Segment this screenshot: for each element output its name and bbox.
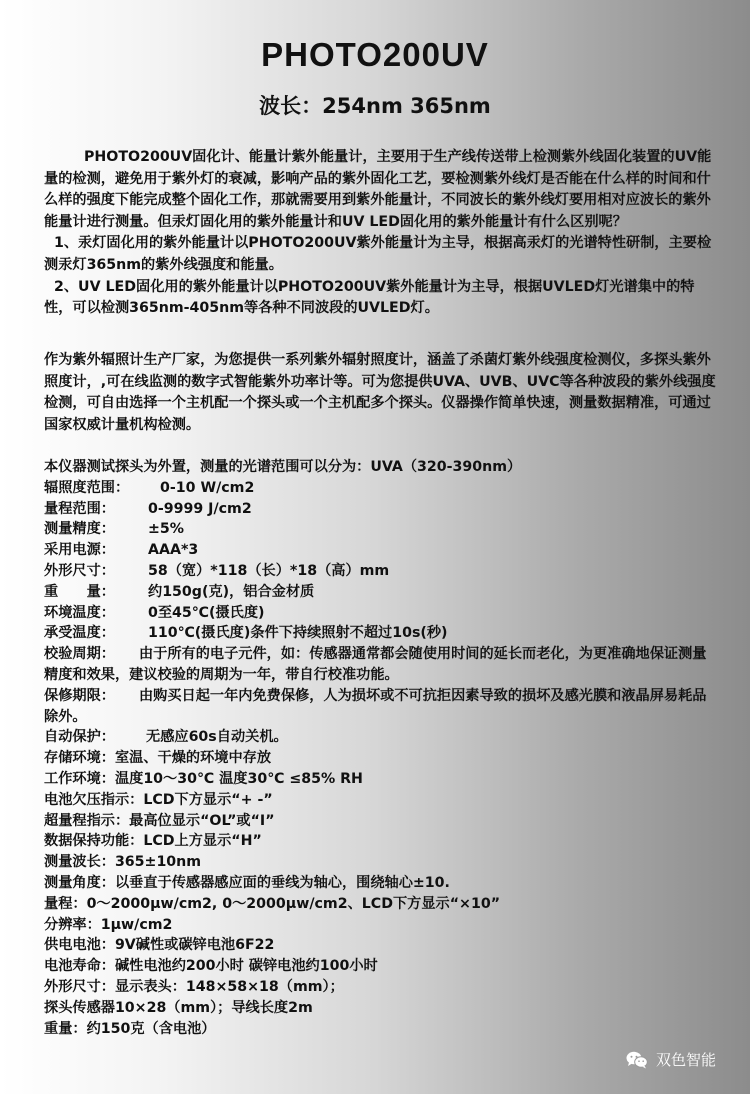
- description-section: [44, 350, 720, 436]
- spec-value: 110℃(摄氏度)条件下持续照射不超过10s(秒): [148, 625, 448, 642]
- spec-bear-temp: [44, 623, 720, 644]
- intro-section: [44, 147, 720, 320]
- spec-battery-life: 电池寿命：碱性电池约200小时 碳锌电池约100小时: [44, 958, 378, 975]
- intro-paragraph-3: 2、UV LED固化用的紫外能量计以PHOTO200UV紫外能量计为主导，根据UVLED灯光谱集中的特性，可以检测365nm-405nm等各种不同波段的UVLED灯。: [44, 278, 695, 317]
- spec-value: 0至45℃(摄氏度): [148, 604, 265, 621]
- intro-paragraph-1: PHOTO200UV固化计、能量计紫外能量计，主要用于生产线传送带上检测紫外线固化装置的UV能量的检测，避免用于紫外灯的衰减，影响产品的紫外固化工艺，要检测紫外线灯是否能在什么样的时间和什么样的强度下能完成整个固化工作，那就需要用到紫外能量计，不同波长的紫外线灯要用相对应波长的紫外能量计进行测量。但汞灯固化用的紫外能量计和UV LED固化用的紫外能量计有什么区别呢？: [44, 149, 712, 230]
- spec-value: 由于所有的电子元件，如：传感器通常都会随使用时间的延长而老化，为更准确地保证测量精度和效果，建议校验的周期为一年，带自行校准功能。: [44, 646, 707, 683]
- spec-list: [44, 457, 720, 1039]
- spec-value: ±5%: [148, 521, 184, 538]
- spec-label: 校验周期：: [44, 646, 115, 663]
- spec-range-note: 本仪器测试探头为外置，测量的光谱范围可以分为：UVA（320-390nm）: [44, 459, 522, 475]
- spec-energy: [44, 499, 720, 520]
- spec-weight2: 重量：约150克（含电池）: [44, 1020, 216, 1037]
- spec-label: 采用电源：: [44, 542, 115, 559]
- spec-label: 测量精度：: [44, 521, 115, 538]
- spec-label: 环境温度：: [44, 604, 115, 621]
- page-title: PHOTO200UV: [261, 36, 489, 73]
- spec-label: 自动保护：: [44, 729, 115, 746]
- spec-work-env: 工作环境：温度10～30℃ 温度30℃ ≤85% RH: [44, 770, 363, 787]
- spec-env-temp: [44, 603, 720, 624]
- spec-value: 由购买日起一年内免费保修，人为损坏或不可抗拒因素导致的损坏及感光膜和液晶屏易耗品除外。: [44, 687, 707, 725]
- spec-power: [44, 540, 720, 561]
- spec-storage: 存储环境：室温、干燥的环境中存放: [44, 750, 272, 767]
- spec-value: 0-9999 J/cm2: [148, 500, 252, 517]
- spec-irradiance: [44, 478, 720, 499]
- description-paragraph: 作为紫外辐照计生产厂家，为您提供一系列紫外辐射照度计，涵盖了杀菌灯紫外线强度检测仪，多探头紫外照度计，,可在线监测的数字式智能紫外功率计等。可为您提供UVA、UVB、UVC等各种波段的紫外线强度检测，可自由选择一个主机配一个探头或一个主机配多个探头。仪器操作简单快速，测量数据精准，可通过国家权威计量机构检测。: [44, 352, 716, 433]
- spec-warranty: [44, 686, 720, 728]
- spec-battery: 供电电池：9V碱性或碳锌电池6F22: [44, 937, 275, 954]
- spec-resolution: 分辨率：1μw/cm2: [44, 916, 173, 933]
- spec-data-hold: 数据保持功能：LCD上方显示“H”: [44, 833, 262, 850]
- spec-weight: [44, 582, 720, 603]
- watermark-text: 双色智能: [656, 1051, 717, 1069]
- spec-label: 量程范围：: [44, 500, 115, 517]
- page-subtitle: 波长：254nm 365nm: [259, 94, 491, 118]
- spec-label: 保修期限：: [44, 687, 115, 704]
- spec-overrange: 超量程指示：最高位显示“OL”或“I”: [44, 812, 275, 829]
- spec-wavelength: 测量波长：365±10nm: [44, 854, 202, 871]
- spec-battery-low: 电池欠压指示：LCD下方显示“+ -”: [44, 791, 273, 808]
- spec-angle: 测量角度：以垂直于传感器感应面的垂线为轴心，围绕轴心±10.: [44, 874, 450, 891]
- spec-probe: 探头传感器10×28（mm）；导线长度2m: [44, 999, 313, 1016]
- spec-label: 外形尺寸：: [44, 562, 115, 579]
- spec-value: 约150g(克)，铝合金材质: [148, 583, 315, 600]
- spec-label: 重 量：: [44, 583, 115, 600]
- spec-value: 58（宽）*118（长）*18（高）mm: [148, 562, 390, 579]
- spec-value: 无感应60s自动关机。: [146, 729, 288, 746]
- spec-value: 0-10 W/cm2: [160, 479, 255, 496]
- spec-accuracy: [44, 519, 720, 540]
- watermark: [626, 1049, 716, 1070]
- spec-value: AAA*3: [148, 542, 199, 559]
- wechat-icon: [626, 1051, 648, 1069]
- spec-calibration: [44, 644, 720, 686]
- intro-paragraph-2: 1、汞灯固化用的紫外能量计以PHOTO200UV紫外能量计为主导，根据高汞灯的光谱特性研制，主要检测汞灯365nm的紫外线强度和能量。: [44, 235, 712, 273]
- spec-auto-protect: [44, 727, 720, 748]
- spec-outline: 外形尺寸：显示表头：148×58×18（mm）；: [44, 978, 344, 995]
- spec-range2: 量程：0～2000μw/cm2, 0～2000μw/cm2、LCD下方显示“×10”: [44, 895, 501, 912]
- spec-size: [44, 561, 720, 582]
- spec-label: 辐照度范围：: [44, 479, 130, 496]
- spec-label: 承受温度：: [44, 625, 115, 642]
